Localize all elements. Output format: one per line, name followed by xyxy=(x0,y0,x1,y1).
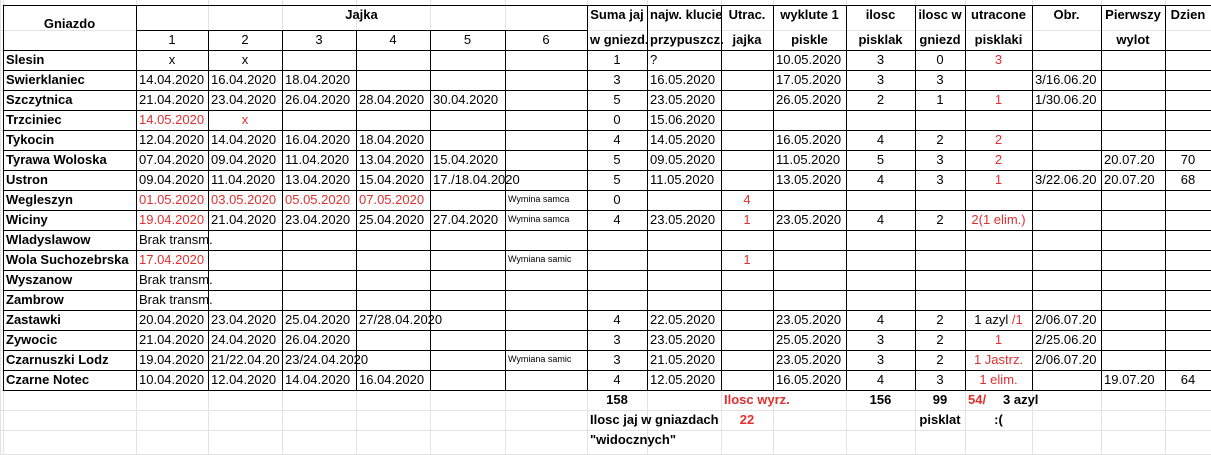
row-name: Szczytnica xyxy=(6,92,73,107)
row-ilosc-w: 2 xyxy=(936,332,944,347)
row-ilosc: 4 xyxy=(876,212,885,227)
row-ilosc-w: 3 xyxy=(936,152,944,167)
row-wykl: 13.05.2020 xyxy=(776,172,842,187)
row-utracone xyxy=(965,170,1032,190)
row-egg-date: 03.05.2020 xyxy=(211,192,277,207)
row-ilosc: 2 xyxy=(876,92,885,107)
row-utracone xyxy=(965,90,1032,110)
row-egg-date: 21/22.04.20 xyxy=(211,352,280,367)
footer-ilosc-total: 156 xyxy=(869,392,892,407)
row-ilosc-w: 1 xyxy=(936,92,944,107)
row-ilosc: 3 xyxy=(876,332,885,347)
row-name: Zywocic xyxy=(6,332,58,347)
row-obr: 2/06.07.20 xyxy=(1035,312,1097,327)
row-egg-date: 28.04.2020 xyxy=(359,92,425,107)
row-wykl: 17.05.2020 xyxy=(776,72,842,87)
row-egg-date: x xyxy=(241,52,249,67)
header-pierwszy-top: Pierwszy xyxy=(1105,7,1161,22)
row-utracone-value: 1 elim. xyxy=(979,372,1018,387)
header-utracone-bottom: pisklaki xyxy=(974,32,1023,47)
row-egg-date: 23/24.04.2020 xyxy=(285,352,369,367)
row-ilosc: 3 xyxy=(876,352,885,367)
table-border xyxy=(1101,5,1102,390)
row-egg-date: 24.04.2020 xyxy=(211,332,277,347)
row-egg-date: 26.04.2020 xyxy=(285,332,351,347)
row-egg-date: 23.04.2020 xyxy=(211,312,277,327)
header-egg-number: 5 xyxy=(463,32,472,47)
row-najw: 23.05.2020 xyxy=(650,332,716,347)
footer-ilosc-jaj-label: Ilosc jaj w gniazdach xyxy=(590,412,719,427)
row-egg-date: 07.05.2020 xyxy=(359,192,425,207)
row-egg-date: 19.04.2020 xyxy=(139,212,205,227)
row-utracone xyxy=(965,350,1032,370)
footer-widocznych-label: "widocznych" xyxy=(590,432,677,447)
row-utrac: 1 xyxy=(743,252,751,267)
row-ilosc: 5 xyxy=(876,152,885,167)
row-egg-date: x xyxy=(241,112,249,127)
row-ilosc-w: 2 xyxy=(936,312,944,327)
row-najw: 22.05.2020 xyxy=(650,312,716,327)
row-utracone-extra: /1 xyxy=(1011,312,1023,327)
row-name: Wegleszyn xyxy=(6,192,73,207)
footer-suma-total: 158 xyxy=(606,392,628,407)
row-note: Wymina samca xyxy=(508,194,570,204)
row-najw: 09.05.2020 xyxy=(650,152,716,167)
row-egg-date: 16.04.2020 xyxy=(211,72,277,87)
row-ilosc: 4 xyxy=(876,312,885,327)
row-obr: 3/16.06.20 xyxy=(1035,72,1097,87)
row-egg-date: 11.04.2020 xyxy=(211,172,276,187)
row-egg-date: 12.04.2020 xyxy=(139,132,205,147)
footer-pisklat-label: pisklat xyxy=(919,412,961,427)
row-suma: 3 xyxy=(613,352,621,367)
row-ilosc-w: 3 xyxy=(936,172,944,187)
header-jajka: Jajka xyxy=(345,7,378,22)
row-name: Wiciny xyxy=(6,212,48,227)
row-wykl: 10.05.2020 xyxy=(776,52,842,67)
header-gniazdo: Gniazdo xyxy=(43,16,96,31)
row-wykl: 26.05.2020 xyxy=(776,92,842,107)
row-egg-date: 13.04.2020 xyxy=(285,172,351,187)
row-utracone xyxy=(965,130,1032,150)
row-name: Tyrawa Woloska xyxy=(6,152,107,167)
header-egg-number: 3 xyxy=(315,32,323,47)
row-ilosc: 3 xyxy=(876,72,885,87)
row-egg-date: 07.04.2020 xyxy=(139,152,205,167)
row-egg-date: 12.04.2020 xyxy=(211,372,277,387)
row-egg-date: 11.04.2020 xyxy=(285,152,350,167)
table-border xyxy=(1165,5,1166,390)
row-ilosc: 4 xyxy=(876,372,885,387)
row-name: Wola Suchozebrska xyxy=(6,252,129,267)
row-name: Zastawki xyxy=(6,312,61,327)
row-utracone-value: 1 Jastrz. xyxy=(973,352,1024,367)
row-utrac: 1 xyxy=(743,212,751,227)
row-egg-date: 27/28.04.2020 xyxy=(359,312,443,327)
row-egg-date: 25.04.2020 xyxy=(285,312,351,327)
row-ilosc-w: 3 xyxy=(936,72,944,87)
row-egg-date: 14.05.2020 xyxy=(139,112,205,127)
row-egg-date: 23.04.2020 xyxy=(285,212,351,227)
footer-azyl-total: 3 azyl xyxy=(1003,392,1039,407)
row-suma: 4 xyxy=(613,212,621,227)
row-obr: 2/25.06.20 xyxy=(1035,332,1097,347)
row-egg-date: 16.04.2020 xyxy=(359,372,425,387)
row-note: Wymina samca xyxy=(508,214,570,224)
row-egg-date: 30.04.2020 xyxy=(433,92,499,107)
row-egg-date: 21.04.2020 xyxy=(139,92,205,107)
row-obr: 1/30.06.20 xyxy=(1035,92,1097,107)
row-suma: 0 xyxy=(613,112,621,127)
row-name: Slesin xyxy=(6,52,45,67)
row-egg-date: 01.05.2020 xyxy=(139,192,205,207)
row-utracone xyxy=(965,370,1032,390)
row-egg-date: 23.04.2020 xyxy=(211,92,277,107)
row-egg-date: 18.04.2020 xyxy=(285,72,351,87)
row-suma: 3 xyxy=(613,72,621,87)
row-wykl: 16.05.2020 xyxy=(776,132,842,147)
row-najw: 11.05.2020 xyxy=(650,172,715,187)
row-egg-date: Brak transm. xyxy=(139,292,213,307)
header-suma-top: Suma jaj xyxy=(590,7,644,22)
row-ilosc-w: 0 xyxy=(936,52,944,67)
row-suma: 5 xyxy=(613,152,621,167)
row-wykl: 11.05.2020 xyxy=(776,152,841,167)
row-egg-date: 15.04.2020 xyxy=(433,152,499,167)
row-note: Wymiana samic xyxy=(508,254,572,264)
header-egg-number: 2 xyxy=(241,32,249,47)
row-name: Trzciniec xyxy=(6,112,62,127)
header-obr: Obr. xyxy=(1053,7,1080,22)
row-utracone-value: 3 xyxy=(994,52,1003,67)
row-suma: 5 xyxy=(613,92,621,107)
header-egg-number: 1 xyxy=(168,32,176,47)
header-wykl-top: wyklute 1 xyxy=(780,7,839,22)
row-ilosc-w: 2 xyxy=(936,352,944,367)
row-egg-date: Brak transm. xyxy=(139,232,213,247)
header-utrac-bottom: jajka xyxy=(732,32,762,47)
row-utracone xyxy=(965,310,1032,330)
row-name: Swierklaniec xyxy=(6,72,85,87)
row-name: Zambrow xyxy=(6,292,64,307)
row-utracone-value: 1 xyxy=(994,172,1003,187)
header-wykl-bottom: piskle xyxy=(791,32,828,47)
row-utracone-value: 1 xyxy=(994,332,1003,347)
row-obr: 3/22.06.20 xyxy=(1035,172,1097,187)
header-ilosc-w-top: ilosc w xyxy=(918,7,962,22)
row-utracone-value: 1 xyxy=(994,92,1003,107)
row-egg-date: 17./18.04.2020 xyxy=(433,172,520,187)
row-pierwszy: 19.07.20 xyxy=(1104,372,1155,387)
row-wykl: 23.05.2020 xyxy=(776,212,842,227)
row-egg-date: 27.04.2020 xyxy=(433,212,499,227)
header-egg-number: 6 xyxy=(542,32,550,47)
row-egg-date: 20.04.2020 xyxy=(139,312,205,327)
row-najw: 15.06.2020 xyxy=(650,112,716,127)
row-egg-date: 21.04.2020 xyxy=(211,212,277,227)
row-suma: 4 xyxy=(613,132,621,147)
row-utrac: 4 xyxy=(743,192,751,207)
row-dzien: 70 xyxy=(1180,152,1196,167)
row-egg-date: 15.04.2020 xyxy=(359,172,425,187)
row-name: Ustron xyxy=(6,172,48,187)
header-pierwszy-bottom: wylot xyxy=(1116,32,1150,47)
row-egg-date: 09.04.2020 xyxy=(139,172,205,187)
row-suma: 5 xyxy=(613,172,621,187)
header-utracone-top: utracone xyxy=(971,7,1026,22)
row-ilosc: 3 xyxy=(876,52,885,67)
sheet-gridline xyxy=(0,0,1,454)
row-najw: ? xyxy=(650,52,658,67)
row-pierwszy: 20.07.20 xyxy=(1104,172,1155,187)
header-utrac-top: Utrac. xyxy=(728,7,766,22)
row-utracone-value: 1 azyl xyxy=(974,312,1012,327)
row-egg-date: 14.04.2020 xyxy=(139,72,205,87)
row-egg-date: 18.04.2020 xyxy=(359,132,425,147)
row-suma: 0 xyxy=(613,192,621,207)
header-ilosc-top: ilosc xyxy=(865,7,896,22)
row-egg-date: 26.04.2020 xyxy=(285,92,351,107)
row-name: Wyszanow xyxy=(6,272,73,287)
row-ilosc-w: 3 xyxy=(936,372,944,387)
footer-utracone-total: 54/ xyxy=(968,392,987,407)
row-pierwszy: 20.07.20 xyxy=(1104,152,1155,167)
row-najw: 23.05.2020 xyxy=(650,92,716,107)
footer-ilosc-wyrz-label: Ilosc wyrz. xyxy=(724,392,790,407)
row-utracone-value: 2(1 elim.) xyxy=(971,212,1026,227)
row-egg-date: 14.04.2020 xyxy=(211,132,277,147)
footer-ilosc-wyrz-value: 22 xyxy=(739,412,755,427)
row-egg-date: 05.05.2020 xyxy=(285,192,351,207)
row-name: Wladyslawow xyxy=(6,232,91,247)
row-utracone-value: 2 xyxy=(994,152,1003,167)
header-najw-bottom: przypuszcz. xyxy=(650,32,724,47)
row-utracone xyxy=(965,150,1032,170)
row-suma: 3 xyxy=(613,332,621,347)
row-suma: 4 xyxy=(613,372,621,387)
row-dzien: 64 xyxy=(1180,372,1196,387)
header-ilosc-w-bottom: gniezd xyxy=(919,32,961,47)
row-name: Czarne Notec xyxy=(6,372,90,387)
row-egg-date: Brak transm. xyxy=(139,272,213,287)
row-wykl: 23.05.2020 xyxy=(776,312,842,327)
row-suma: 4 xyxy=(613,312,621,327)
row-najw: 14.05.2020 xyxy=(650,132,716,147)
row-egg-date: 25.04.2020 xyxy=(359,212,425,227)
header-suma-bottom: w gniezd. xyxy=(590,32,649,47)
row-egg-date: 17.04.2020 xyxy=(139,252,205,267)
row-name: Czarnuszki Lodz xyxy=(6,352,109,367)
header-egg-number: 4 xyxy=(389,32,397,47)
row-name: Tykocin xyxy=(6,132,55,147)
footer-ilosc-w-total: 99 xyxy=(932,392,948,407)
row-note: Wymiana samic xyxy=(508,354,572,364)
row-najw: 23.05.2020 xyxy=(650,212,716,227)
row-ilosc: 4 xyxy=(876,172,885,187)
row-utracone xyxy=(965,210,1032,230)
row-ilosc: 4 xyxy=(876,132,885,147)
row-wykl: 16.05.2020 xyxy=(776,372,842,387)
row-ilosc-w: 2 xyxy=(936,132,944,147)
row-egg-date: 10.04.2020 xyxy=(139,372,205,387)
row-egg-date: 13.04.2020 xyxy=(359,152,425,167)
row-egg-date: 14.04.2020 xyxy=(285,372,351,387)
row-wykl: 23.05.2020 xyxy=(776,352,842,367)
row-najw: 16.05.2020 xyxy=(650,72,716,87)
row-egg-date: 21.04.2020 xyxy=(139,332,205,347)
row-utracone xyxy=(965,330,1032,350)
row-utracone-value: 2 xyxy=(994,132,1003,147)
row-wykl: 25.05.2020 xyxy=(776,332,842,347)
header-ilosc-bottom: pisklak xyxy=(858,32,903,47)
row-suma: 1 xyxy=(613,52,621,67)
footer-sad-face: :( xyxy=(994,412,1003,427)
row-dzien: 68 xyxy=(1180,172,1196,187)
row-egg-date: 16.04.2020 xyxy=(285,132,351,147)
header-dzien: Dzien xyxy=(1170,7,1206,22)
row-egg-date: x xyxy=(168,52,176,67)
header-najw-top: najw. klucie xyxy=(650,7,723,22)
row-najw: 21.05.2020 xyxy=(650,352,716,367)
row-egg-date: 19.04.2020 xyxy=(139,352,205,367)
row-obr: 2/06.07.20 xyxy=(1035,352,1097,367)
row-najw: 12.05.2020 xyxy=(650,372,716,387)
row-egg-date: 09.04.2020 xyxy=(211,152,277,167)
row-ilosc-w: 2 xyxy=(936,212,944,227)
row-utracone xyxy=(965,50,1032,70)
